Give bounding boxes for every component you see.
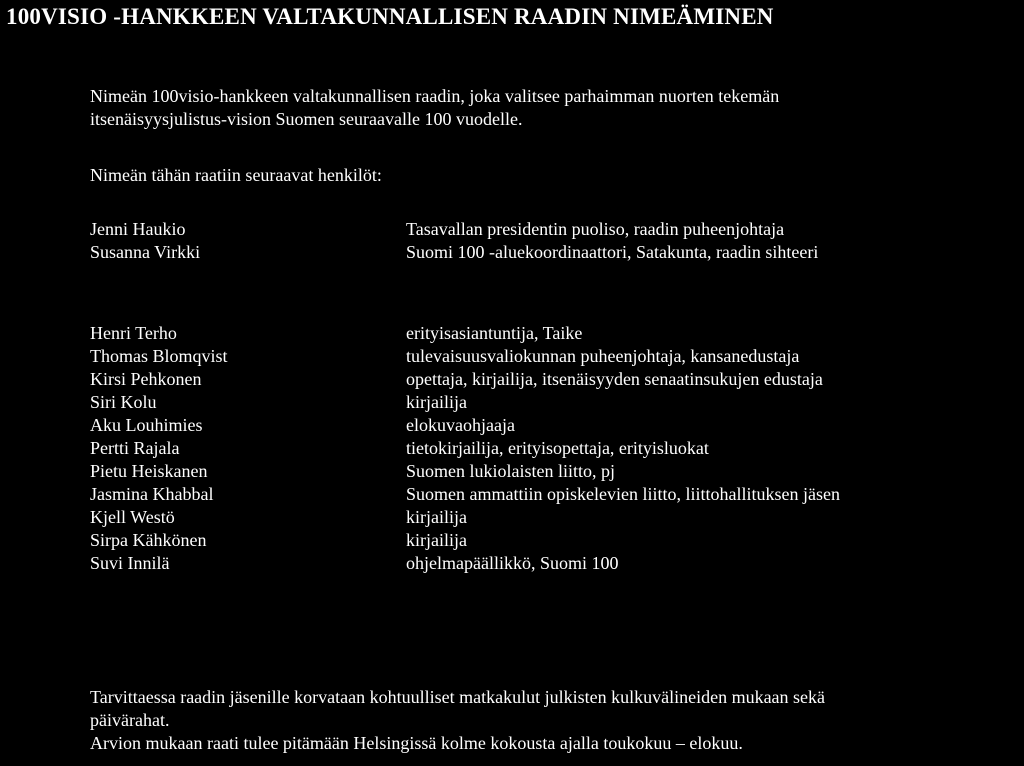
member-role: Suomen ammattiin opiskelevien liitto, liittohallituksen jäsen — [406, 484, 840, 504]
page-title: 100VISIO -HANKKEEN VALTAKUNNALLISEN RAADIN NIMEÄMINEN — [6, 4, 774, 29]
member-role: kirjailija — [406, 392, 467, 412]
member-name: Jasmina Khabbal — [90, 484, 214, 504]
member-role: tietokirjailija, erityisopettaja, erityisluokat — [406, 438, 709, 458]
member-name: Susanna Virkki — [90, 242, 201, 262]
member-role: kirjailija — [406, 530, 467, 550]
member-name: Kirsi Pehkonen — [90, 369, 202, 389]
footer-line: päivärahat. — [90, 710, 170, 730]
member-role: tulevaisuusvaliokunnan puheenjohtaja, kansanedustaja — [406, 346, 800, 366]
lead-sentence: Nimeän tähän raatiin seuraavat henkilöt: — [90, 165, 382, 185]
footer-paragraph — [90, 686, 825, 755]
member-row — [90, 437, 840, 460]
member-role: elokuvaohjaaja — [406, 415, 515, 435]
member-name: Pietu Heiskanen — [90, 461, 208, 481]
member-row — [90, 322, 840, 345]
member-name: Sirpa Kähkönen — [90, 530, 207, 550]
member-role: ohjelmapäällikkö, Suomi 100 — [406, 553, 619, 573]
member-name: Jenni Haukio — [90, 219, 186, 239]
leader-row — [90, 218, 818, 241]
member-name: Henri Terho — [90, 323, 177, 343]
intro-paragraph — [90, 85, 779, 131]
member-list — [90, 322, 840, 575]
member-row — [90, 483, 840, 506]
member-role: opettaja, kirjailija, itsenäisyyden senaatinsukujen edustaja — [406, 369, 823, 389]
intro-line: Nimeän 100visio-hankkeen valtakunnallisen raadin, joka valitsee parhaimman nuorten tekemän — [90, 86, 780, 106]
member-row — [90, 414, 840, 437]
member-name: Siri Kolu — [90, 392, 157, 412]
member-row — [90, 460, 840, 483]
member-name: Aku Louhimies — [90, 415, 203, 435]
member-role: Tasavallan presidentin puoliso, raadin puheenjohtaja — [406, 219, 785, 239]
member-role: kirjailija — [406, 507, 467, 527]
intro-line: itsenäisyysjulistus-vision Suomen seuraavalle 100 vuodelle. — [90, 109, 523, 129]
member-row — [90, 391, 840, 414]
member-row — [90, 506, 840, 529]
member-role: erityisasiantuntija, Taike — [406, 323, 583, 343]
leader-row — [90, 241, 818, 264]
member-name: Thomas Blomqvist — [90, 346, 228, 366]
member-role: Suomi 100 -aluekoordinaattori, Satakunta, raadin sihteeri — [406, 242, 819, 262]
member-name: Kjell Westö — [90, 507, 175, 527]
footer-line: Tarvittaessa raadin jäsenille korvataan kohtuulliset matkakulut julkisten kulkuvälineiden mukaan sekä — [90, 687, 826, 707]
leader-list — [90, 218, 818, 264]
member-row — [90, 345, 840, 368]
member-name: Suvi Innilä — [90, 553, 170, 573]
member-row — [90, 368, 840, 391]
footer-line: Arvion mukaan raati tulee pitämään Helsingissä kolme kokousta ajalla toukokuu – elokuu. — [90, 733, 743, 753]
member-name: Pertti Rajala — [90, 438, 180, 458]
member-row — [90, 529, 840, 552]
member-row — [90, 552, 840, 575]
member-role: Suomen lukiolaisten liitto, pj — [406, 461, 615, 481]
